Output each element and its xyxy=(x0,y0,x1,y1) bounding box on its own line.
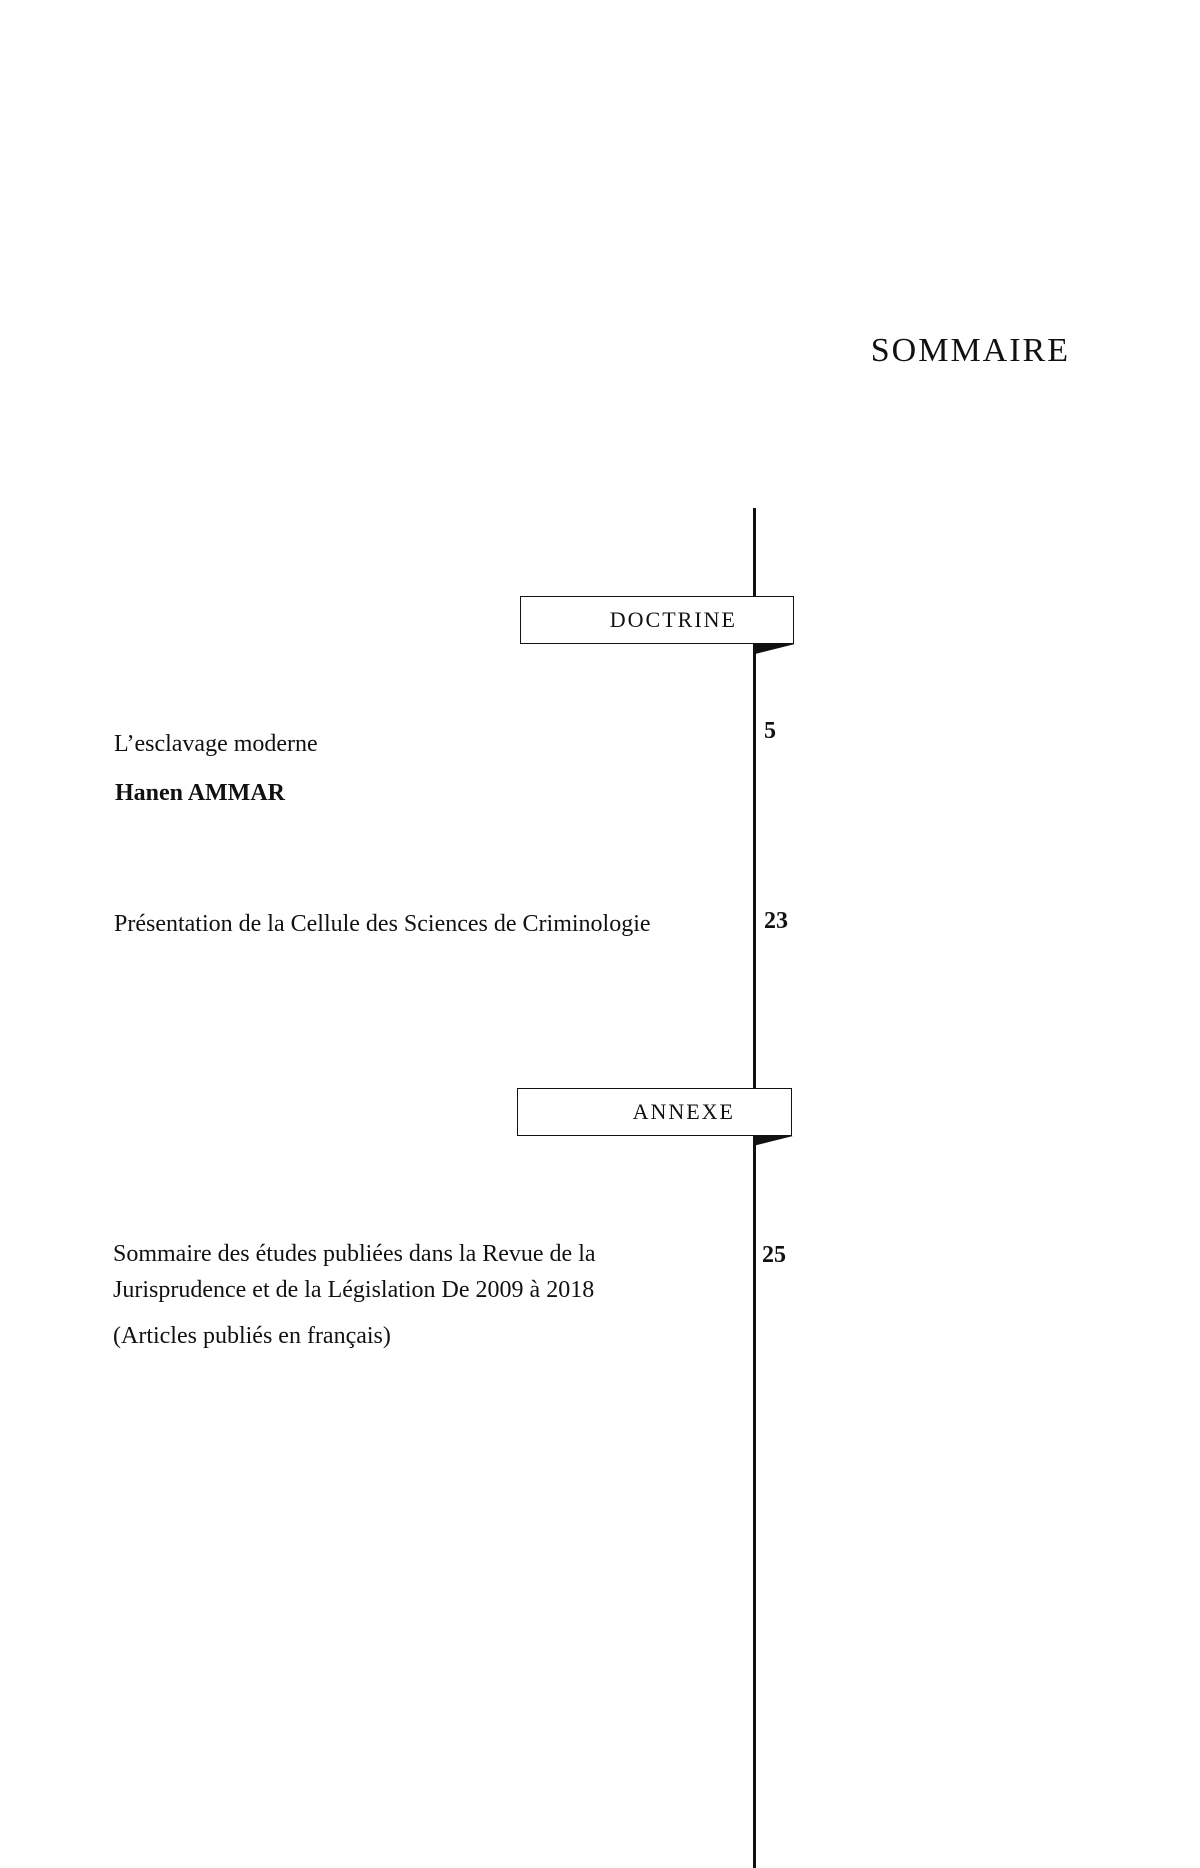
page-title: SOMMAIRE xyxy=(870,332,1070,369)
entry-author-1: Hanen AMMAR xyxy=(115,780,285,806)
page-number-3: 25 xyxy=(762,1242,786,1268)
page-number-2: 23 xyxy=(764,908,788,934)
entry-title-3-line-3: (Articles publiés en français) xyxy=(113,1323,391,1349)
vertical-rule xyxy=(753,508,756,1868)
entry-title-2: Présentation de la Cellule des Sciences de Criminologie xyxy=(114,911,651,937)
section-flag-annexe xyxy=(753,1136,793,1146)
entry-title-3-line-1: Sommaire des études publiées dans la Revue de la xyxy=(113,1241,596,1267)
section-label-annexe: ANNEXE xyxy=(632,1099,735,1124)
entry-title-3-line-2: Jurisprudence et de la Législation De 2009 à 2018 xyxy=(113,1277,595,1303)
page-number-1: 5 xyxy=(764,718,776,744)
section-flag-doctrine xyxy=(755,644,795,654)
section-label-doctrine: DOCTRINE xyxy=(609,607,737,632)
section-box-doctrine xyxy=(520,596,794,644)
entry-title-1: L’esclavage moderne xyxy=(114,731,318,757)
section-box-annexe xyxy=(517,1088,792,1136)
